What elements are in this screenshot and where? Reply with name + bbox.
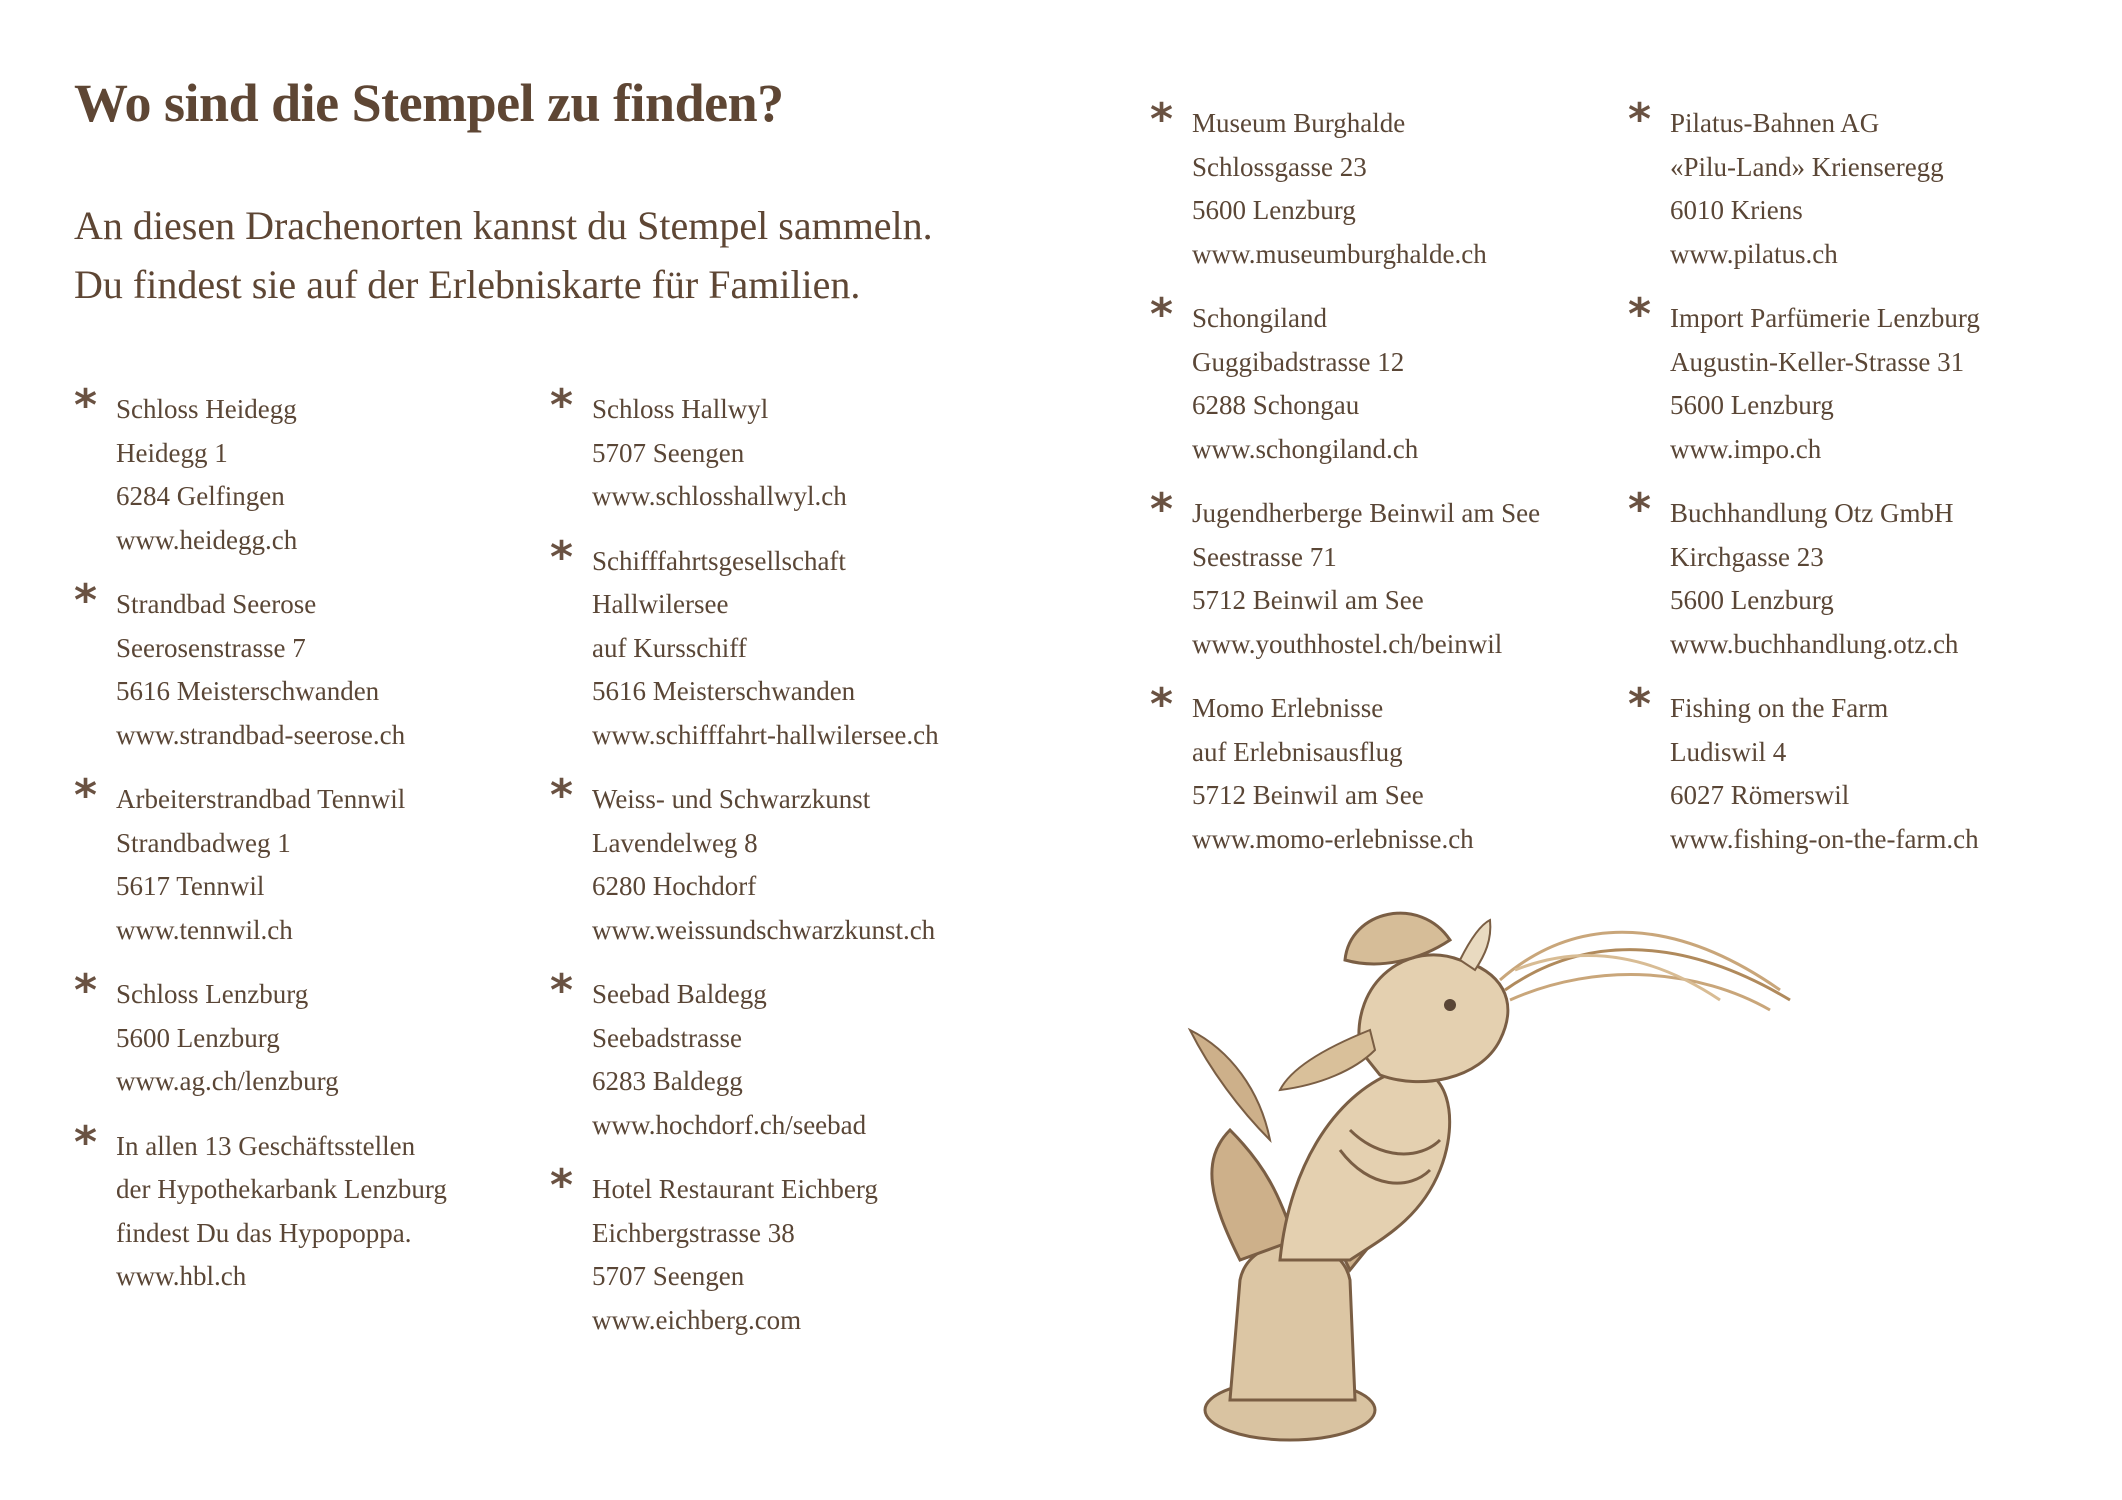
asterisk-bullet-icon: * — [550, 531, 574, 583]
asterisk-bullet-icon: * — [1150, 484, 1174, 535]
location-address-line: 5617 Tennwil — [116, 871, 265, 901]
location-name: Schifffahrtsgesellschaft — [592, 545, 846, 576]
location-entry — [74, 1116, 534, 1299]
location-name: Schongiland — [1192, 303, 1327, 333]
asterisk-bullet-icon: * — [74, 1116, 98, 1168]
location-website[interactable]: www.youthhostel.ch/beinwil — [1192, 628, 1503, 659]
location-address-line: 5712 Beinwil am See — [1192, 780, 1424, 810]
location-name: Arbeiterstrandbad Tennwil — [116, 784, 406, 814]
asterisk-bullet-icon: * — [1150, 679, 1174, 730]
location-address-line: 5707 Seengen — [592, 437, 745, 468]
location-address-line: auf Erlebnisausflug — [1192, 736, 1403, 767]
location-website[interactable]: www.buchhandlung.otz.ch — [1670, 628, 1959, 659]
location-address-line: Eichbergstrasse 38 — [592, 1217, 795, 1248]
location-website[interactable]: www.schlosshallwyl.ch — [592, 481, 847, 511]
location-address-line: findest Du das Hypopoppa. — [116, 1217, 412, 1248]
location-name: Weiss- und Schwarzkunst — [592, 784, 871, 814]
location-address-line: Seerosenstrasse 7 — [116, 632, 306, 663]
location-entry — [1628, 289, 2088, 471]
location-entry — [74, 380, 534, 562]
location-name: Museum Burghalde — [1192, 108, 1406, 138]
location-website[interactable]: www.schongiland.ch — [1192, 433, 1419, 464]
location-entry — [550, 770, 1010, 952]
location-address-line: Ludiswil 4 — [1670, 736, 1787, 767]
location-address-line: 5616 Meisterschwanden — [116, 676, 380, 706]
location-name: Import Parfümerie Lenzburg — [1670, 303, 1980, 333]
asterisk-bullet-icon: * — [1150, 94, 1174, 145]
location-address-line: 5600 Lenzburg — [1670, 585, 1834, 615]
location-website[interactable]: www.impo.ch — [1670, 433, 1822, 464]
location-entry — [1628, 484, 2088, 666]
location-name: In allen 13 Geschäftsstellen — [116, 1130, 416, 1161]
intro-line: An diesen Drachenorten kannst du Stempel sammeln. — [74, 203, 933, 248]
location-address-line: «Pilu-Land» Krienseregg — [1670, 151, 1944, 182]
location-address-line: Schlossgasse 23 — [1192, 151, 1367, 182]
location-entry — [1628, 94, 2088, 276]
location-address-line: der Hypothekarbank Lenzburg — [116, 1174, 447, 1204]
location-website[interactable]: www.hbl.ch — [116, 1261, 247, 1291]
location-address-line: 5712 Beinwil am See — [1192, 585, 1424, 615]
location-address-line: 5600 Lenzburg — [1670, 390, 1834, 420]
location-address-line: 6288 Schongau — [1192, 390, 1360, 420]
location-entry — [550, 965, 1010, 1147]
asterisk-bullet-icon: * — [74, 380, 98, 431]
location-entry — [1150, 484, 1610, 666]
dragon-illustration — [1120, 900, 1900, 1460]
location-entry — [74, 770, 534, 952]
asterisk-bullet-icon: * — [550, 380, 574, 431]
location-address-line: Guggibadstrasse 12 — [1192, 346, 1405, 377]
location-website[interactable]: www.museumburghalde.ch — [1192, 238, 1487, 269]
location-name: Strandbad Seerose — [116, 589, 317, 619]
location-address-line: 6027 Römerswil — [1670, 780, 1850, 810]
location-website[interactable]: www.momo-erlebnisse.ch — [1192, 823, 1474, 854]
location-entry — [74, 965, 534, 1104]
location-address-line: 5707 Seengen — [592, 1261, 745, 1291]
location-entry — [1150, 94, 1610, 276]
location-entry — [550, 531, 1010, 758]
location-website[interactable]: www.hochdorf.ch/seebad — [592, 1109, 867, 1140]
location-address-line: 6283 Baldegg — [592, 1066, 743, 1096]
location-address-line: Kirchgasse 23 — [1670, 541, 1824, 572]
asterisk-bullet-icon: * — [550, 1160, 574, 1211]
location-column-1 — [74, 380, 534, 1320]
location-column-3 — [1150, 94, 1610, 882]
asterisk-bullet-icon: * — [550, 770, 574, 821]
asterisk-bullet-icon: * — [74, 575, 98, 626]
location-website[interactable]: www.schifffahrt-hallwilersee.ch — [592, 719, 939, 750]
location-name: Fishing on the Farm — [1670, 693, 1889, 723]
location-website[interactable]: www.eichberg.com — [592, 1304, 802, 1335]
location-website[interactable]: www.strandbad-seerose.ch — [116, 719, 406, 750]
location-entry — [550, 380, 1010, 519]
location-entry — [1150, 289, 1610, 471]
intro-line: Du findest sie auf der Erlebniskarte für Familien. — [74, 262, 861, 307]
asterisk-bullet-icon: * — [1150, 289, 1174, 340]
location-address-line: Hallwilersee — [592, 589, 729, 619]
location-address-line: Heidegg 1 — [116, 437, 228, 468]
location-website[interactable]: www.pilatus.ch — [1670, 238, 1838, 269]
asterisk-bullet-icon: * — [550, 965, 574, 1016]
location-address-line: 6284 Gelfingen — [116, 481, 285, 511]
location-name: Buchhandlung Otz GmbH — [1670, 498, 1954, 528]
location-entry — [74, 575, 534, 757]
intro-text — [74, 196, 1074, 314]
location-entry — [550, 1160, 1010, 1342]
location-name: Schloss Heidegg — [116, 394, 297, 424]
location-name: Jugendherberge Beinwil am See — [1192, 498, 1541, 528]
location-name: Seebad Baldegg — [592, 979, 767, 1009]
location-website[interactable]: www.tennwil.ch — [116, 914, 293, 945]
location-address-line: 5616 Meisterschwanden — [592, 676, 856, 706]
location-website[interactable]: www.weissundschwarzkunst.ch — [592, 914, 936, 945]
location-address-line: 6280 Hochdorf — [592, 871, 757, 901]
location-address-line: Augustin-Keller-Strasse 31 — [1670, 346, 1965, 377]
location-address-line: Strandbadweg 1 — [116, 827, 291, 858]
location-address-line: auf Kursschiff — [592, 632, 747, 663]
location-column-2 — [550, 380, 1010, 1363]
location-name: Schloss Hallwyl — [592, 394, 769, 424]
location-address-line: Lavendelweg 8 — [592, 827, 758, 858]
location-address-line: 5600 Lenzburg — [116, 1022, 280, 1053]
location-name: Momo Erlebnisse — [1192, 693, 1384, 723]
asterisk-bullet-icon: * — [1628, 289, 1652, 340]
asterisk-bullet-icon: * — [1628, 94, 1652, 145]
location-entry — [1150, 679, 1610, 861]
location-website[interactable]: www.fishing-on-the-farm.ch — [1670, 823, 1979, 854]
location-website[interactable]: www.heidegg.ch — [116, 524, 298, 555]
asterisk-bullet-icon: * — [1628, 679, 1652, 730]
location-name: Schloss Lenzburg — [116, 979, 309, 1009]
location-website[interactable]: www.ag.ch/lenzburg — [116, 1066, 339, 1096]
location-name: Hotel Restaurant Eichberg — [592, 1174, 878, 1204]
location-column-4 — [1628, 94, 2088, 882]
location-entry — [1628, 679, 2088, 861]
location-address-line: Seebadstrasse — [592, 1022, 742, 1053]
location-address-line: 6010 Kriens — [1670, 195, 1803, 225]
asterisk-bullet-icon: * — [1628, 484, 1652, 535]
page-title: Wo sind die Stempel zu finden? — [74, 73, 784, 133]
location-name: Pilatus-Bahnen AG — [1670, 108, 1880, 138]
location-address-line: Seestrasse 71 — [1192, 541, 1337, 572]
asterisk-bullet-icon: * — [74, 965, 98, 1016]
location-address-line: 5600 Lenzburg — [1192, 195, 1356, 225]
asterisk-bullet-icon: * — [74, 770, 98, 821]
